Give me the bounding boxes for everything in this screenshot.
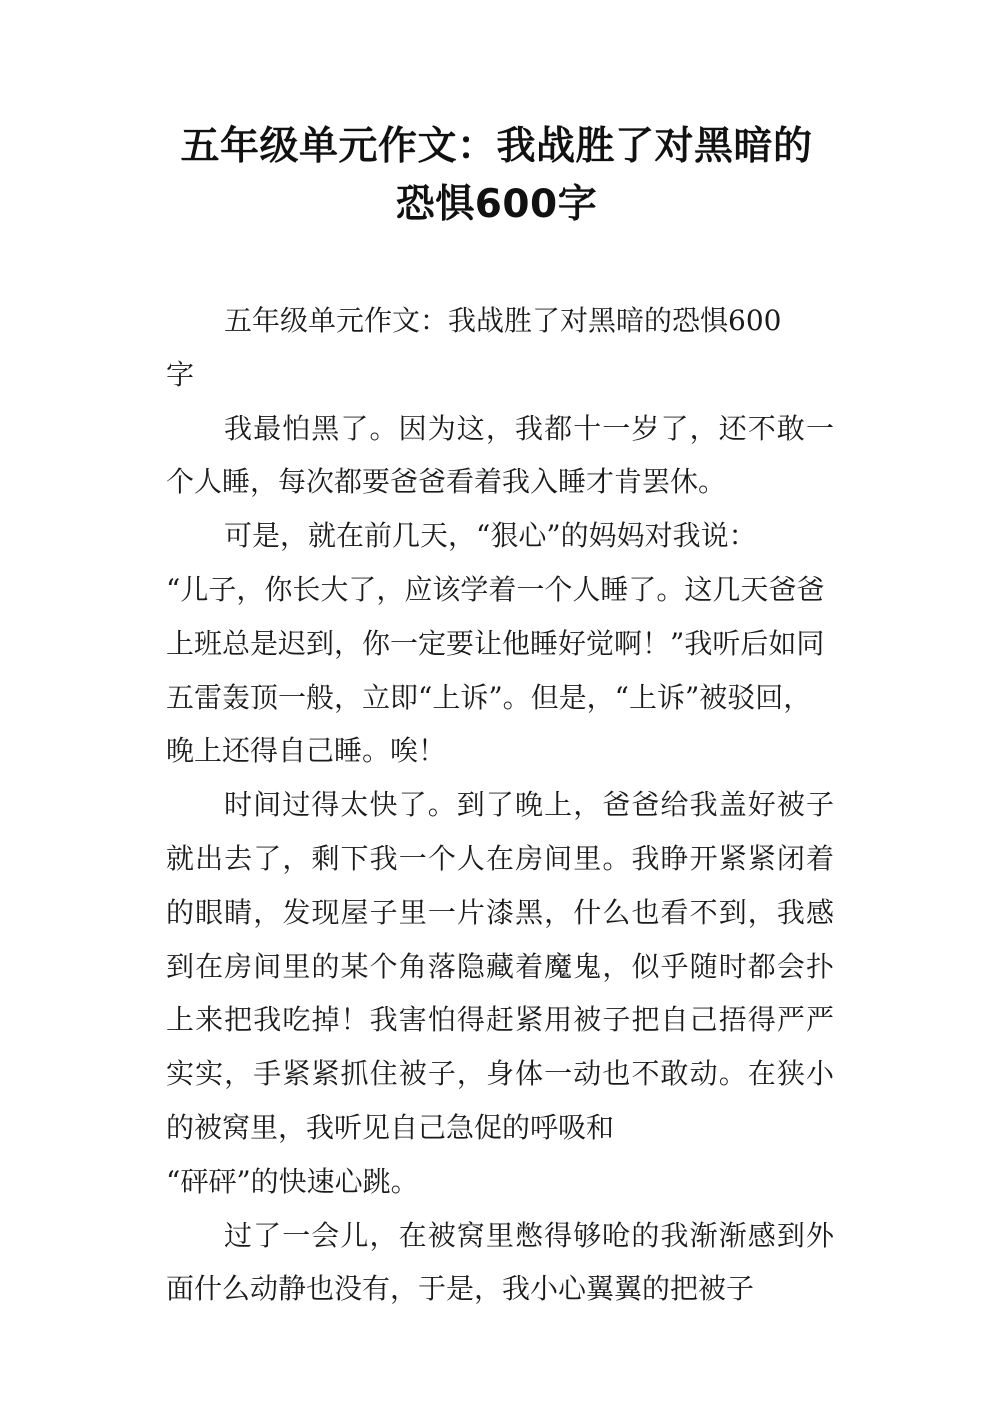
article-body	[166, 294, 834, 1316]
title-line-2: 恐惧600字	[395, 182, 598, 227]
document-title	[150, 118, 843, 234]
paragraph: 时间过得太快了。到了晚上，爸爸给我盖好被子就出去了，剩下我一个人在房间里。我睁开紧紧闭着的眼睛，发现屋子里一片漆黑，什么也看不到，我感到在房间里的某个角落隐藏着魔鬼，似乎随时都会扑上来把我吃掉！我害怕得赶紧用被子把自己捂得严严实实，手紧紧抓住被子，身体一动也不敢动。在狭小的被窝里，我听见自己急促的呼吸和	[166, 788, 834, 1144]
paragraph-quote: “儿子，你长大了，应该学着一个人睡了。这几天爸爸上班总是迟到，你一定要让他睡好觉啊！”我听后如同五雷轰顶一般，立即“上诉”。但是，“上诉”被驳回，晚上还得自己睡。唉！	[166, 572, 825, 768]
paragraph: 我最怕黑了。因为这，我都十一岁了，还不敢一个人睡，每次都要爸爸看着我入睡才肯罢休。	[166, 411, 834, 499]
paragraph: 可是，就在前几天，“狠心”的妈妈对我说：	[224, 519, 757, 553]
title-line-1: 五年级单元作文：我战胜了对黑暗的	[180, 124, 813, 169]
paragraph: 过了一会儿，在被窝里憋得够呛的我渐渐感到外面什么动静也没有，于是，我小心翼翼的把被子	[166, 1218, 834, 1306]
paragraph-heading-repeat: 五年级单元作文：我战胜了对黑暗的恐惧600	[224, 304, 782, 337]
paragraph-heading-repeat-end: 字	[166, 357, 195, 391]
paragraph-continuation: “砰砰”的快速心跳。	[166, 1164, 419, 1198]
